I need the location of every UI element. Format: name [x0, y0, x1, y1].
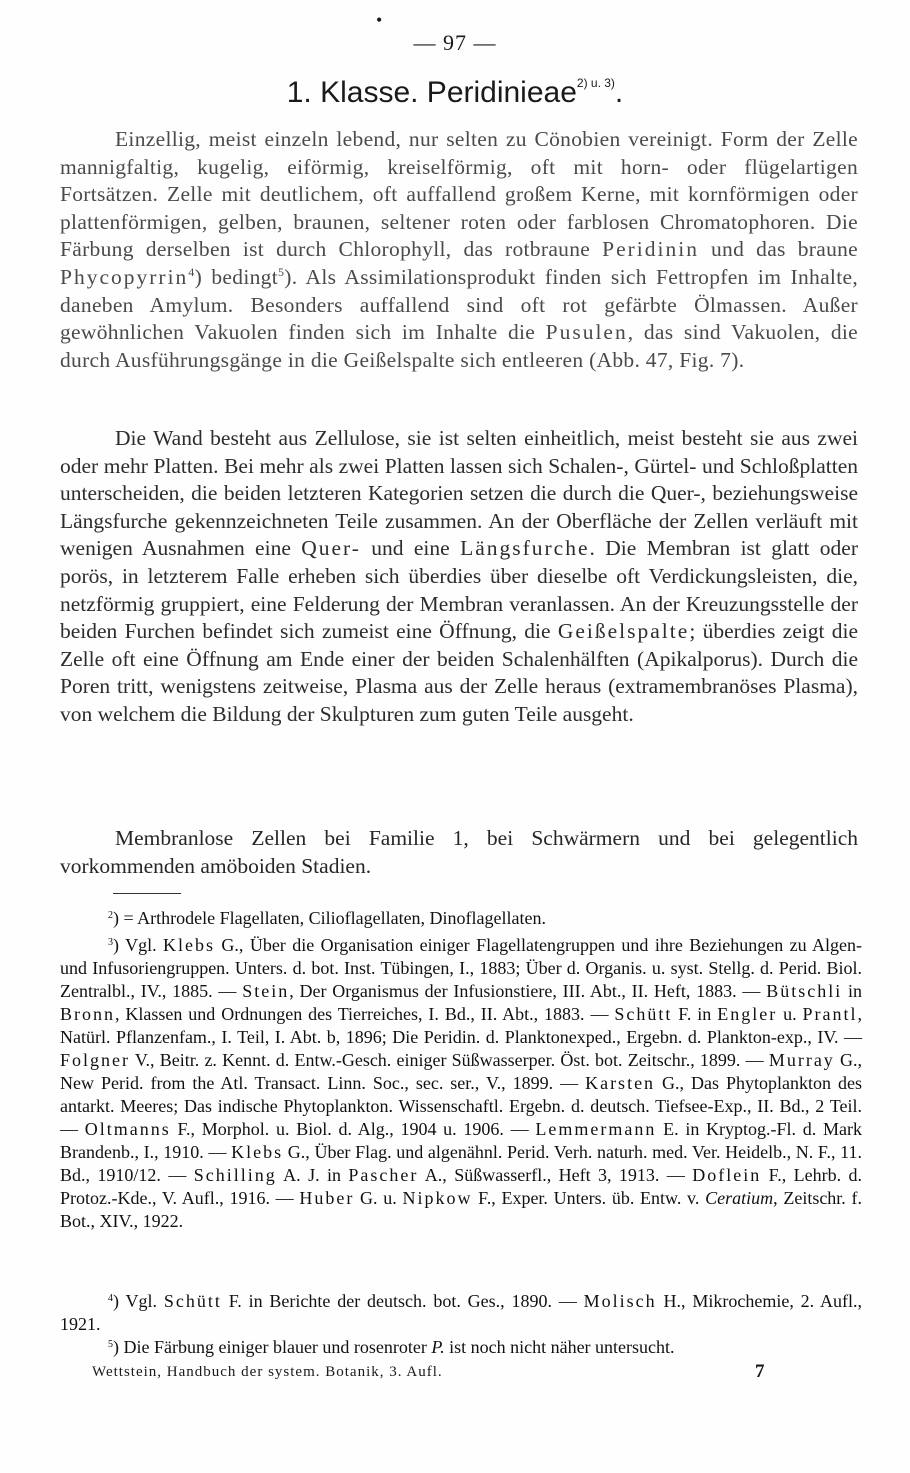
author-name: Oltmanns	[84, 1119, 171, 1139]
signature-mark: 7	[755, 1361, 765, 1382]
text-run: Die Wand besteht aus Zellulose, sie ist selten einheitlich, meist besteht sie aus zwei oder mehr Platten. Bei mehr als zwei Platten lassen sich Schalen-, Gürtel- und Schloßplatten unterscheiden, die beiden letzteren Kategorien setzen die durch die Quer-, beziehungsweise Längsfurche gekennzeichneten Teile zusammen. An der Oberfläche der Zellen verläuft mit wenigen Ausnahmen eine	[60, 426, 858, 561]
text-run: G., Über Flag. und algenähnl. Perid. Verh. naturh. med. Ver. Heidelb., N. F., 11. Bd., 1910/12. —	[60, 1142, 862, 1185]
text-run: und das braune	[698, 237, 859, 262]
author-name: Molisch	[583, 1291, 657, 1311]
author-name: Pascher	[348, 1165, 419, 1185]
term-quer: Quer-	[301, 536, 361, 561]
author-name: Doflein	[692, 1165, 762, 1185]
heading-end: .	[614, 76, 624, 109]
footnote-divider	[113, 893, 181, 894]
footnote-ref-5: 5	[277, 264, 285, 279]
text-run: G., Das Phytoplankton des antarkt. Meeres; Das indische Phytoplankton. Wissenschaftl. Ergebn. d. deutsch. Tiefsee-Exp., II. Bd., 2 Teil. —	[60, 1073, 862, 1139]
paragraph-cell-wall	[60, 425, 858, 729]
text-run: F., Exper. Unters. üb. Entw. v.	[472, 1188, 706, 1208]
term-geisselspalte: Geißelspalte	[557, 619, 690, 644]
text-run: F., Lehrb. d. Protoz.-Kde., V. Aufl., 1916. —	[60, 1165, 862, 1208]
text-run: A. J. in	[276, 1165, 349, 1185]
author-name: Bütschli	[766, 981, 843, 1001]
footnote-4	[60, 1290, 862, 1336]
heading-footnote-refs: 2) u. 3)	[576, 76, 615, 90]
text-run: ) bedingt	[194, 264, 278, 289]
paragraph-cell-structure	[60, 126, 858, 374]
running-footer: Wettstein, Handbuch der system. Botanik, 3. Aufl.	[92, 1364, 443, 1380]
author-name: Folgner	[60, 1050, 130, 1070]
text-run: . Die Membran ist glatt oder porös, in letzterem Falle erheben sich überdies über dieselbe oft Verdickungsleisten, die, netzförmig gruppiert, eine Felderung der Membran veranlassen. An der Kreuzungsstelle der beiden Furchen befindet sich zumeist eine Öffnung, die	[60, 536, 859, 644]
author-name: Schütt	[614, 1004, 673, 1024]
text-run: F. in	[672, 1004, 718, 1024]
text-run: F., Morphol. u. Biol. d. Alg., 1904 u. 1906. —	[170, 1119, 536, 1139]
author-name: Lemmermann	[535, 1119, 657, 1139]
author-name: Stein	[242, 981, 290, 1001]
text-run: , Der Organismus der Infusionstiere, III. Abt., II. Heft, 1883. —	[289, 981, 767, 1001]
text-run: und eine	[360, 536, 461, 561]
page-number: — 97 —	[413, 30, 497, 55]
author-name: Klebs	[231, 1142, 284, 1162]
heading-text: 1. Klasse. Peridinieae	[286, 76, 577, 109]
text-run: E. in Kryptog.-Fl. d. Mark Brandenb., I., 1910. —	[60, 1119, 863, 1162]
author-name: Engler	[717, 1004, 778, 1024]
text-run: ). Als Assimilationsprodukt finden sich Fettropfen im Inhalte, daneben Amylum. Besonders auffallend sind oft rot gefärbte Ölmassen. Außer gewöhnlichen Vakuolen finden sich im Inhalte die	[60, 264, 858, 345]
footnote-mark: 5	[108, 1339, 113, 1350]
term-pusulen: Pusulen	[545, 320, 628, 345]
author-name: Murray	[768, 1050, 835, 1070]
text-run: A., Süßwasserfl., Heft 3, 1913. —	[418, 1165, 693, 1185]
text-run: G., Über die Organisation einiger Flagellatengruppen und ihre Beziehungen zu Algen- und Infusoriengruppen. Unters. d. bot. Inst. Tübingen, I., 1883; Über d. Organis. u. syst. Stellg. d. Perid. Biol. Zentralbl., IV., 1885. —	[60, 935, 863, 1001]
text-run: H., Mikrochemie, 2. Aufl., 1921.	[60, 1291, 862, 1334]
text-run: , Klassen und Ordnungen des Tierreiches, I. Bd., II. Abt., 1883. —	[115, 1004, 615, 1024]
text-run: ) Die Färbung einiger blauer und rosenroter	[113, 1337, 432, 1357]
text-run: , Natürl. Pflanzenfam., I. Teil, I. Abt. b, 1896; Die Peridin. d. Planktonexped., Ergebn. d. Plankton-exp., IV. —	[60, 1004, 863, 1047]
text-run: ) Vgl.	[113, 935, 163, 955]
term-laengsfurche: Längsfurche	[460, 536, 590, 561]
author-name: Prantl	[802, 1004, 858, 1024]
author-name: Schütt	[163, 1291, 222, 1311]
term-phycopyrrin: Phycopyrrin	[60, 264, 189, 289]
text-run: , das sind Vakuolen, die durch Ausführungsgänge in die Geißelspalte sich entleeren (Abb. 47, Fig. 7).	[60, 320, 858, 372]
text-run: Einzellig, meist einzeln lebend, nur selten zu Cönobien vereinigt. Form der Zelle mannigfaltig, kugelig, eiförmig, kreiselförmig, oft mit horn- oder flügelartigen Fortsätzen. Zelle mit deutlichem, oft auffallend großem Kerne, mit kornförmigen oder plattenförmigen, gelben, braunen, seltener roten oder farblosen Chromatophoren. Die Färbung derselben ist durch Chlorophyll, das rotbraune	[60, 127, 858, 262]
author-name: Bronn	[60, 1004, 115, 1024]
author-name: Schilling	[193, 1165, 277, 1185]
text-run: , Zeitschr. f. Bot., XIV., 1922.	[60, 1188, 863, 1231]
footnote-3	[60, 934, 862, 1233]
footnote-mark: 3	[108, 937, 113, 948]
genus-name: Ceratium	[705, 1188, 774, 1208]
section-heading	[0, 76, 910, 110]
author-name: Nipkow	[402, 1188, 473, 1208]
text-run: G., New Perid. from the Atl. Transact. Linn. Soc., sec. ser., V., 1899. —	[60, 1050, 863, 1093]
text-run: G. u.	[354, 1188, 403, 1208]
term-peridinin: Peridinin	[602, 237, 699, 262]
footnote-mark: 2	[108, 910, 113, 921]
ink-dot: •	[376, 10, 383, 30]
text-run: F. in Berichte der deutsch. bot. Ges., 1890. —	[221, 1291, 584, 1311]
text-run: ) = Arthrodele Flagellaten, Cilioflagellaten, Dinoflagellaten.	[113, 908, 547, 928]
genus-abbrev: P.	[431, 1337, 445, 1357]
text-run: V., Beitr. z. Kennt. d. Entw.-Gesch. einiger Süßwasserper. Öst. bot. Zeitschr., 1899. —	[130, 1050, 769, 1070]
paragraph-membraneless: Membranlose Zellen bei Familie 1, bei Schwärmern und bei gelegentlich vorkommenden amöboiden Stadien.	[60, 826, 858, 878]
author-name: Karsten	[585, 1073, 656, 1093]
author-name: Huber	[299, 1188, 355, 1208]
footnote-ref-4: 4	[188, 264, 195, 279]
text-run: ; überdies zeigt die Zelle oft eine Öffnung am Ende einer der beiden Schalenhälften (Apikalporus). Durch die Poren tritt, wenigstens zeitweise, Plasma aus der Zelle heraus (extramembranöses Plasma), von welchem die Bildung der Skulpturen zum guten Teile ausgeht.	[60, 619, 859, 726]
author-name: Klebs	[163, 935, 215, 955]
footnote-5	[60, 1336, 862, 1359]
text-run: ist noch nicht näher untersucht.	[444, 1337, 675, 1357]
text-run: ) Vgl.	[113, 1291, 164, 1311]
text-run: in	[842, 981, 862, 1001]
footnote-2	[60, 907, 862, 930]
footnote-mark: 4	[108, 1293, 113, 1304]
text-run: u.	[777, 1004, 803, 1024]
